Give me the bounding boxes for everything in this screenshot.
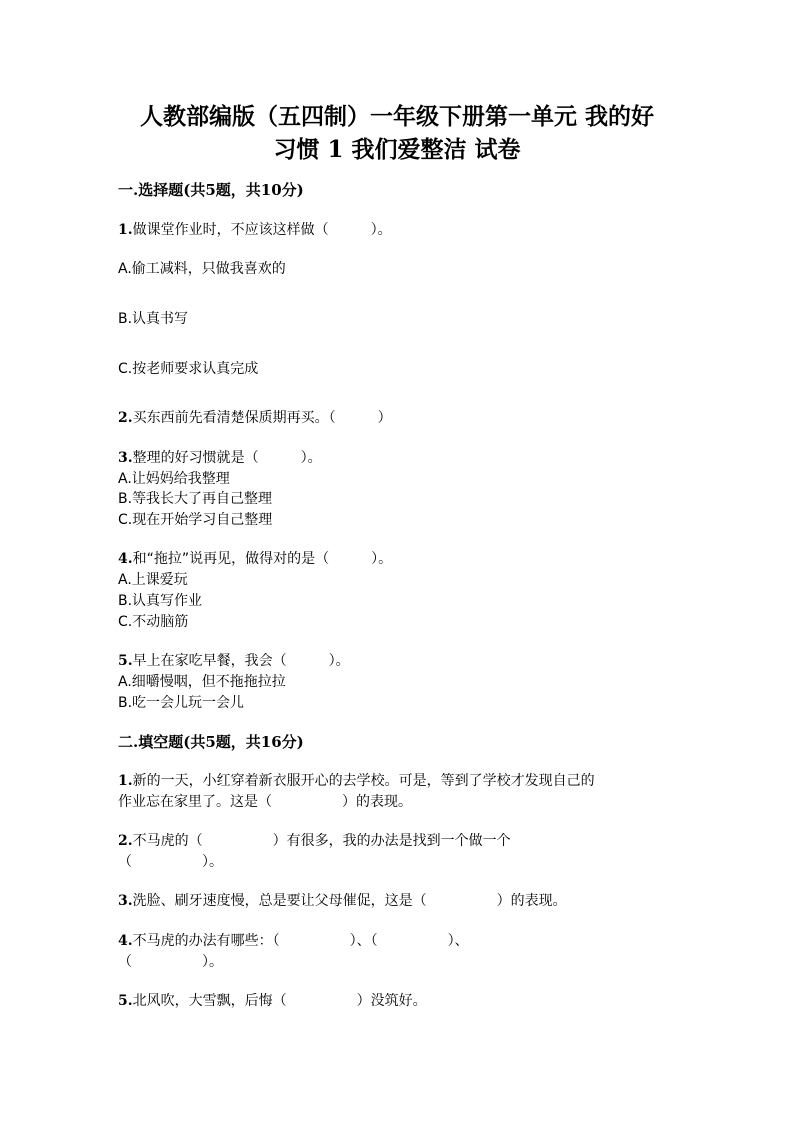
question [118,770,595,790]
answer-option: B.吃一会儿玩一会儿 [118,695,245,711]
question-text: 早上在家吃早餐，我会（ ）。 [132,653,350,669]
question-number: 1. [118,222,133,238]
answer-option: B.认真书写 [118,311,189,327]
question-text: 买东西前先看清楚保质期再买。（ ） [132,410,392,426]
section-heading-fill-in: 二.填空题(共5题，共16分) [118,733,304,751]
question-number: 4. [118,551,133,567]
question-number: 2. [118,833,133,849]
answer-option: A.偷工减料，只做我喜欢的 [118,261,286,277]
question [118,890,567,910]
question-text: 洗脸、刷牙速度慢，总是要让父母催促，这是（ ）的表现。 [132,893,567,909]
question [118,407,392,427]
question-number: 5. [118,653,133,669]
question-text: 和“拖拉”说再见，做得对的是（ ）。 [132,551,393,567]
question-continuation: 作业忘在家里了。这是（ ）的表现。 [118,794,412,810]
answer-option: B.认真写作业 [118,593,203,609]
question-text: 不马虎的办法有哪些：（ ）、（ ）、 [132,933,469,949]
question-continuation: （ ）。 [118,954,223,970]
answer-option: C.不动脑筋 [118,614,189,630]
question [118,447,322,467]
question-continuation: （ ）。 [118,854,223,870]
answer-option: A.上课爱玩 [118,572,188,588]
question-number: 1. [118,773,133,789]
question-text: 做课堂作业时，不应该这样做（ ）。 [132,222,392,238]
exam-title-line1: 人教部编版（五四制）一年级下册第一单元 我的好 [139,103,654,130]
answer-option: A.细嚼慢咽，但不拖拖拉拉 [118,674,286,690]
question-text: 不马虎的（ ）有很多，我的办法是找到一个做一个 [132,833,511,849]
answer-option: C.现在开始学习自己整理 [118,512,273,528]
answer-option: B.等我长大了再自己整理 [118,491,273,507]
exam-title-line2: 习惯 1 我们爱整洁 试卷 [273,136,521,163]
question-number: 3. [118,450,133,466]
question [118,930,469,950]
question [118,219,392,239]
answer-option: C.按老师要求认真完成 [118,361,259,377]
answer-option: A.让妈妈给我整理 [118,471,230,487]
question [118,650,350,670]
question [118,548,392,568]
question [118,830,511,850]
question-number: 4. [118,933,133,949]
question-text: 新的一天，小红穿着新衣服开心的去学校。可是，等到了学校才发现自己的 [132,773,595,789]
question-number: 2. [118,410,133,426]
section-heading-multiple-choice: 一.选择题(共5题，共10分) [118,181,304,199]
question-text: 北风吹，大雪飘，后悔（ ）没筑好。 [132,993,427,1009]
question-number: 3. [118,893,133,909]
question-number: 5. [118,993,133,1009]
question [118,990,427,1010]
question-text: 整理的好习惯就是（ ）。 [132,450,322,466]
